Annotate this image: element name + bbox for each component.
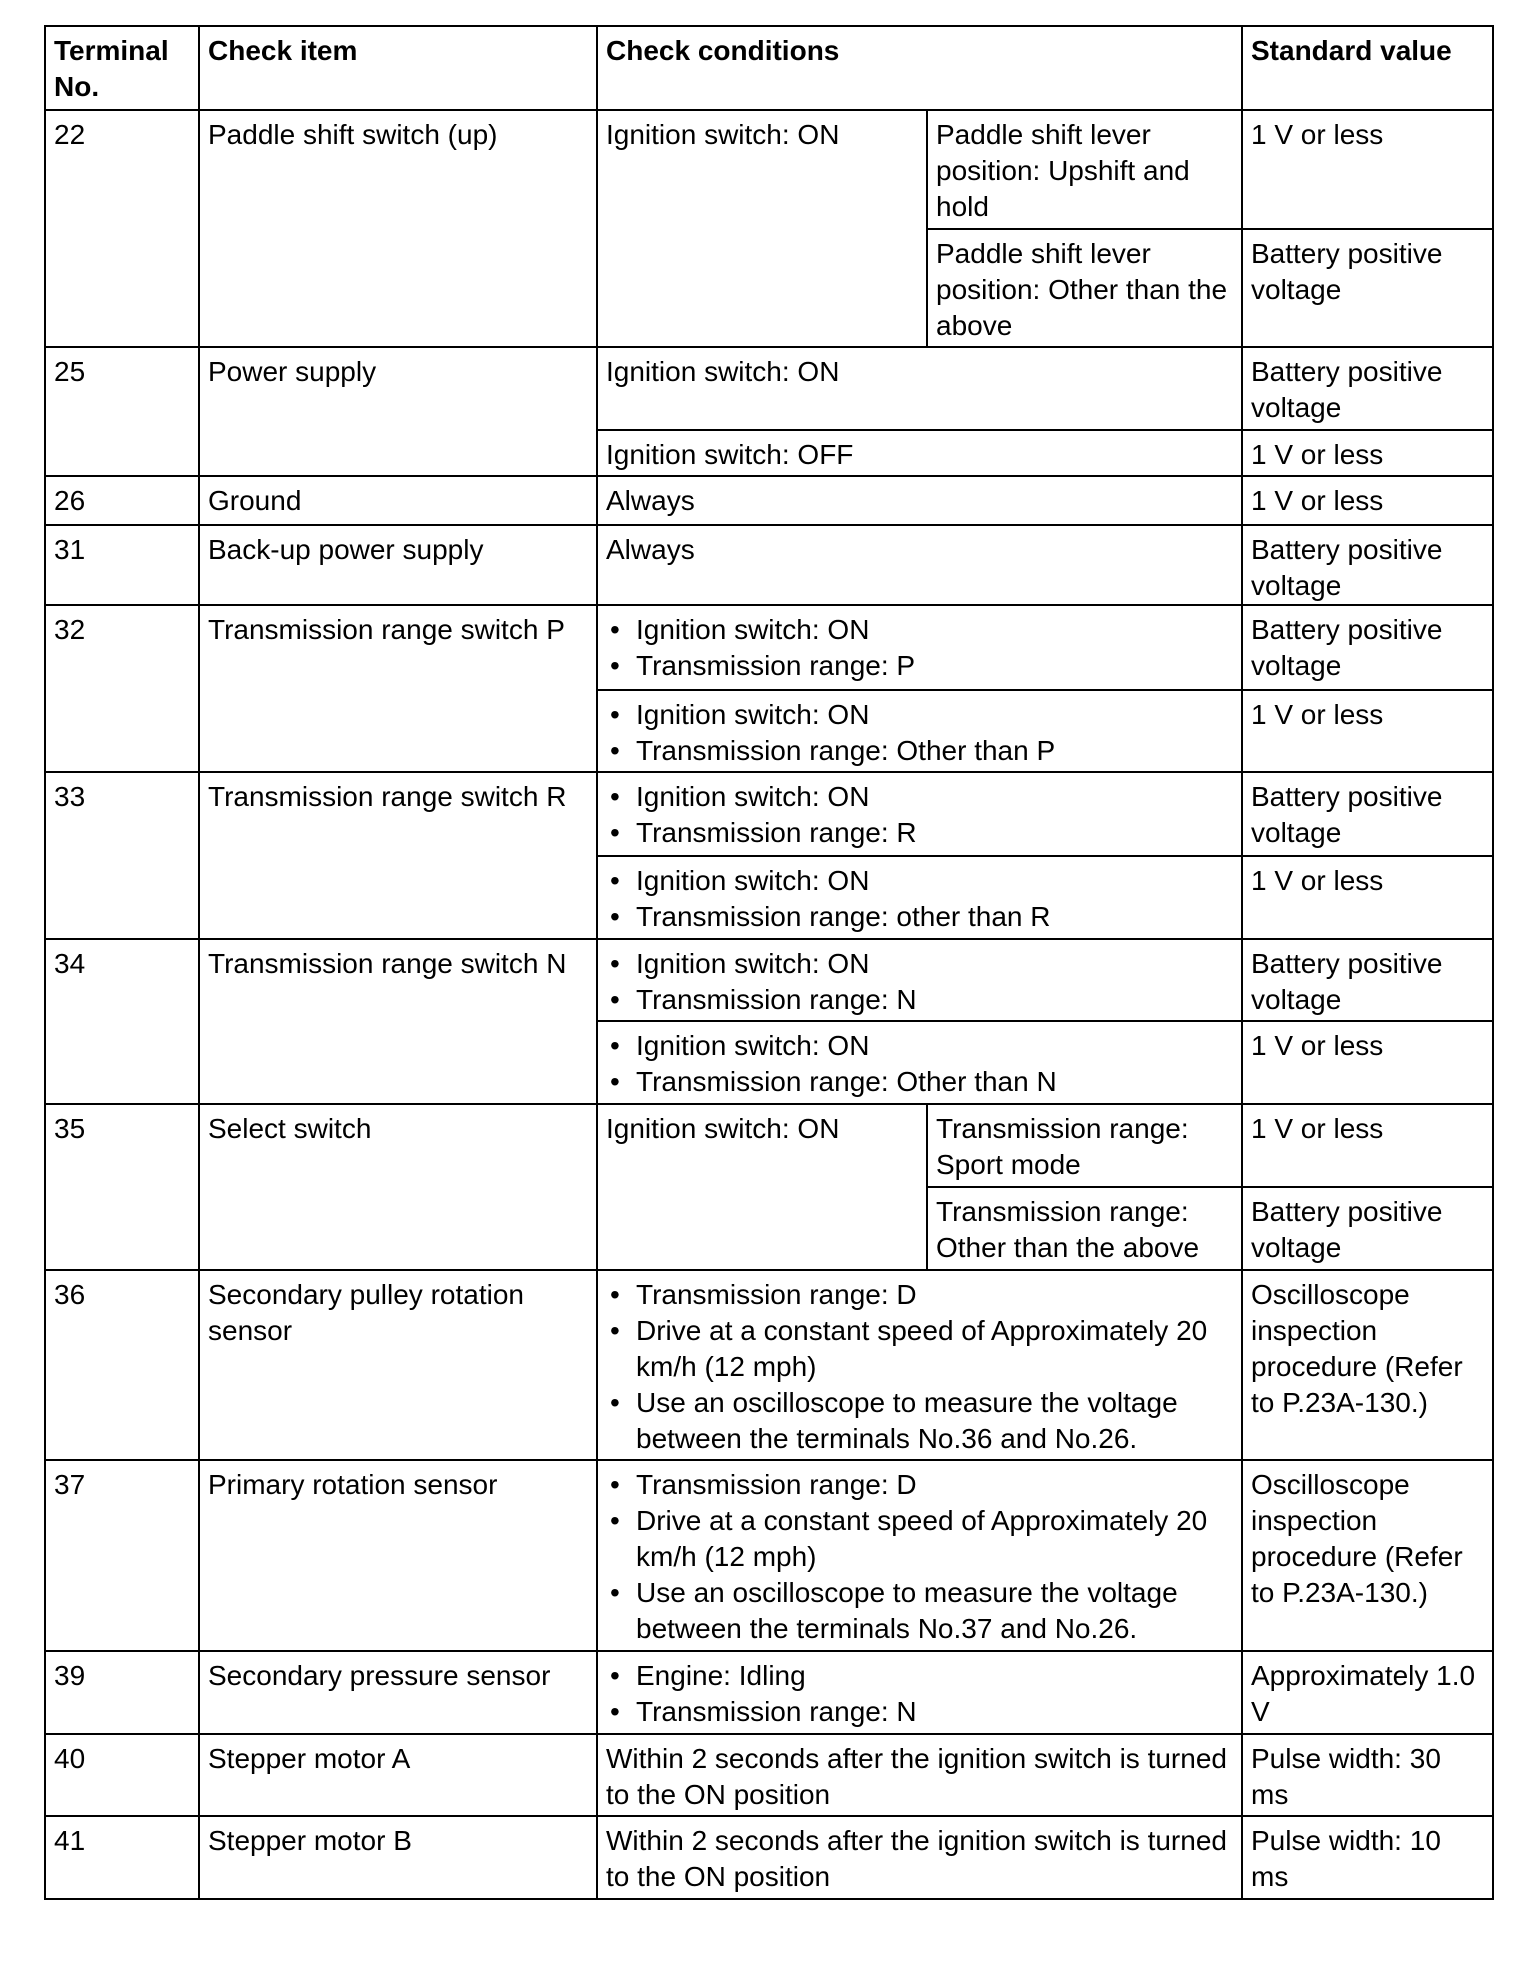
check-condition: Ignition switch: ON — [597, 110, 927, 347]
standard-value: Battery positive voltage — [1242, 939, 1493, 1021]
table-row — [45, 525, 1493, 605]
header-standard-value: Standard value — [1242, 26, 1493, 110]
terminal-number: 34 — [45, 939, 199, 1104]
header-terminal: Terminal No. — [45, 26, 199, 110]
standard-value: Battery positive voltage — [1242, 229, 1493, 347]
sub-condition: Transmission range: Other than the above — [927, 1187, 1242, 1270]
check-item: Transmission range switch R — [199, 772, 597, 939]
condition-bullet: • Drive at a constant speed of Approximately 20 km/h (12 mph) — [636, 1503, 1233, 1575]
table-row — [45, 347, 1493, 430]
condition-bullet: • Ignition switch: ON — [636, 863, 1233, 899]
table-row — [45, 1816, 1493, 1899]
terminal-number: 31 — [45, 525, 199, 605]
check-condition: Ignition switch: ON — [597, 1104, 927, 1270]
standard-value: Pulse width: 30 ms — [1242, 1734, 1493, 1816]
sub-condition: Paddle shift lever position: Upshift and hold — [927, 110, 1242, 229]
table-row — [45, 772, 1493, 856]
header-row — [45, 26, 1493, 110]
check-item: Secondary pulley rotation sensor — [199, 1270, 597, 1460]
condition-bullet: • Ignition switch: ON — [636, 946, 1233, 982]
condition-bullet: • Engine: Idling — [636, 1658, 1233, 1694]
terminal-number: 40 — [45, 1734, 199, 1816]
check-condition — [597, 1270, 1242, 1460]
check-condition: Ignition switch: ON — [597, 347, 1242, 430]
condition-list — [606, 779, 1233, 851]
condition-list — [606, 1277, 1233, 1457]
check-condition — [597, 1651, 1242, 1734]
check-condition — [597, 772, 1242, 856]
condition-bullet: • Transmission range: N — [636, 1694, 1233, 1730]
table-row — [45, 1104, 1493, 1187]
condition-bullet: • Use an oscilloscope to measure the voltage between the terminals No.36 and No.26. — [636, 1385, 1233, 1457]
standard-value: Battery positive voltage — [1242, 1187, 1493, 1270]
terminal-check-table — [44, 25, 1494, 1900]
condition-bullet: • Transmission range: other than R — [636, 899, 1233, 935]
standard-value: Battery positive voltage — [1242, 605, 1493, 690]
check-item: Transmission range switch P — [199, 605, 597, 772]
check-item: Select switch — [199, 1104, 597, 1270]
check-item: Stepper motor B — [199, 1816, 597, 1899]
terminal-number: 35 — [45, 1104, 199, 1270]
table-row — [45, 605, 1493, 690]
condition-bullet: • Transmission range: Other than N — [636, 1064, 1233, 1100]
sub-condition: Paddle shift lever position: Other than the above — [927, 229, 1242, 347]
condition-list — [606, 612, 1233, 684]
condition-bullet: • Ignition switch: ON — [636, 779, 1233, 815]
terminal-number: 37 — [45, 1460, 199, 1651]
check-item: Ground — [199, 476, 597, 525]
table-row — [45, 1651, 1493, 1734]
check-item: Back-up power supply — [199, 525, 597, 605]
standard-value: Oscilloscope inspection procedure (Refer to P.23A-130.) — [1242, 1270, 1493, 1460]
check-condition — [597, 605, 1242, 690]
terminal-number: 26 — [45, 476, 199, 525]
check-item: Paddle shift switch (up) — [199, 110, 597, 347]
standard-value: Pulse width: 10 ms — [1242, 1816, 1493, 1899]
condition-bullet: • Ignition switch: ON — [636, 697, 1233, 733]
standard-value: 1 V or less — [1242, 476, 1493, 525]
standard-value: Battery positive voltage — [1242, 772, 1493, 856]
header-check-conditions: Check conditions — [597, 26, 1242, 110]
condition-list — [606, 1028, 1233, 1100]
terminal-number: 33 — [45, 772, 199, 939]
standard-value: Battery positive voltage — [1242, 347, 1493, 430]
standard-value: 1 V or less — [1242, 430, 1493, 476]
condition-bullet: • Transmission range: P — [636, 648, 1233, 684]
condition-list — [606, 946, 1233, 1018]
check-condition: Within 2 seconds after the ignition switch is turned to the ON position — [597, 1734, 1242, 1816]
standard-value: 1 V or less — [1242, 110, 1493, 229]
check-condition: Ignition switch: OFF — [597, 430, 1242, 476]
table-row — [45, 1734, 1493, 1816]
check-item: Stepper motor A — [199, 1734, 597, 1816]
check-condition: Always — [597, 525, 1242, 605]
condition-bullet: • Transmission range: R — [636, 815, 1233, 851]
table-row — [45, 476, 1493, 525]
check-item: Power supply — [199, 347, 597, 476]
table-row — [45, 1270, 1493, 1460]
check-item: Secondary pressure sensor — [199, 1651, 597, 1734]
check-item: Transmission range switch N — [199, 939, 597, 1104]
check-condition — [597, 856, 1242, 939]
terminal-number: 25 — [45, 347, 199, 476]
check-condition — [597, 690, 1242, 772]
terminal-number: 36 — [45, 1270, 199, 1460]
standard-value: Battery positive voltage — [1242, 525, 1493, 605]
condition-bullet: • Transmission range: D — [636, 1467, 1233, 1503]
check-condition: Always — [597, 476, 1242, 525]
table-row — [45, 939, 1493, 1021]
condition-bullet: • Drive at a constant speed of Approximately 20 km/h (12 mph) — [636, 1313, 1233, 1385]
terminal-number: 39 — [45, 1651, 199, 1734]
standard-value: 1 V or less — [1242, 1104, 1493, 1187]
condition-list — [606, 697, 1233, 769]
condition-bullet: • Transmission range: N — [636, 982, 1233, 1018]
check-condition — [597, 939, 1242, 1021]
terminal-number: 22 — [45, 110, 199, 347]
condition-list — [606, 863, 1233, 935]
condition-list — [606, 1658, 1233, 1730]
standard-value: 1 V or less — [1242, 856, 1493, 939]
check-item: Primary rotation sensor — [199, 1460, 597, 1651]
check-condition — [597, 1460, 1242, 1651]
table-row — [45, 1460, 1493, 1651]
standard-value: Oscilloscope inspection procedure (Refer to P.23A-130.) — [1242, 1460, 1493, 1651]
terminal-number: 32 — [45, 605, 199, 772]
check-condition — [597, 1021, 1242, 1104]
condition-bullet: • Use an oscilloscope to measure the voltage between the terminals No.37 and No.26. — [636, 1575, 1233, 1647]
standard-value: 1 V or less — [1242, 690, 1493, 772]
check-condition: Within 2 seconds after the ignition switch is turned to the ON position — [597, 1816, 1242, 1899]
condition-bullet: • Ignition switch: ON — [636, 1028, 1233, 1064]
condition-bullet: • Transmission range: Other than P — [636, 733, 1233, 769]
standard-value: Approximately 1.0 V — [1242, 1651, 1493, 1734]
sub-condition: Transmission range: Sport mode — [927, 1104, 1242, 1187]
terminal-number: 41 — [45, 1816, 199, 1899]
header-check-item: Check item — [199, 26, 597, 110]
condition-bullet: • Transmission range: D — [636, 1277, 1233, 1313]
standard-value: 1 V or less — [1242, 1021, 1493, 1104]
table-row — [45, 110, 1493, 229]
condition-bullet: • Ignition switch: ON — [636, 612, 1233, 648]
condition-list — [606, 1467, 1233, 1647]
